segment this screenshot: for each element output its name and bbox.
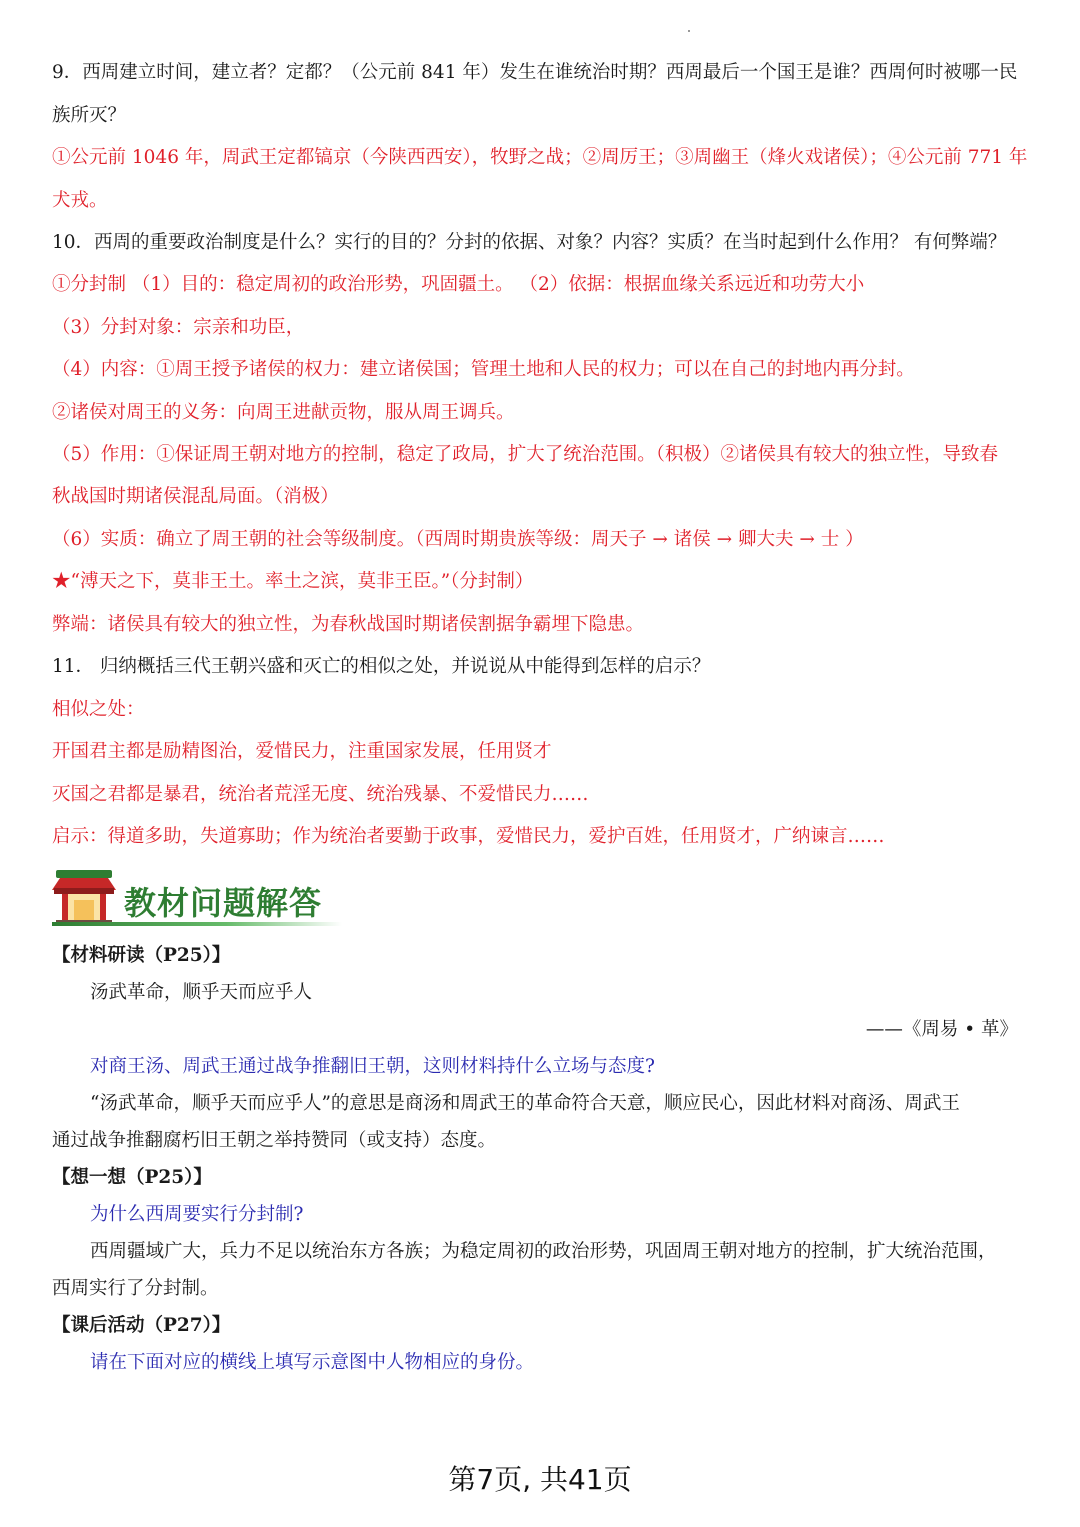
page-number: 第7页, 共41页 [448, 1463, 632, 1496]
pavilion-icon [52, 868, 116, 926]
q11-answer-4: 启示：得道多助，失道寡助；作为统治者要勤于政事，爱惜民力，爱护百姓，任用贤才，广纳谏言…… [52, 826, 885, 847]
q10-answer-4: ②诸侯对周王的义务：向周王进献贡物，服从周王调兵。 [52, 402, 515, 423]
section-banner [52, 868, 342, 928]
think-question: 为什么西周要实行分封制? [90, 1204, 304, 1225]
activity-heading: 【课后活动（P27）】 [52, 1315, 231, 1336]
activity-question: 请在下面对应的横线上填写示意图中人物相应的身份。 [90, 1352, 535, 1373]
material-source: ——《周易 • 革》 [865, 1019, 1018, 1040]
think-heading: 【想一想（P25）】 [52, 1167, 212, 1188]
material-question: 对商王汤、周武王通过战争推翻旧王朝，这则材料持什么立场与态度? [90, 1056, 655, 1077]
q11-answer-3: 灭国之君都是暴君，统治者荒淫无度、统治残暴、不爱惜民力…… [52, 784, 589, 805]
material-answer-line1: “汤武革命，顺乎天而应乎人”的意思是商汤和周武王的革命符合天意，顺应民心，因此材料对商汤、周武王 [90, 1093, 960, 1114]
q9-question-line2: 族所灭？ [52, 105, 127, 126]
think-answer-line1: 西周疆域广大，兵力不足以统治东方各族；为稳定周初的政治形势，巩固周王朝对地方的控制，扩大统治范围， [90, 1241, 997, 1262]
think-answer-line2: 西周实行了分封制。 [52, 1278, 219, 1299]
material-answer-line2: 通过战争推翻腐朽旧王朝之举持赞同（或支持）态度。 [52, 1130, 497, 1151]
q9-answer-line1: ①公元前 1046 年，周武王定都镐京（今陕西西安），牧野之战；②周厉王；③周幽王（烽火戏诸侯）；④公元前 771 年 [52, 147, 1028, 168]
q10-answer-3: （4）内容：①周王授予诸侯的权力：建立诸侯国；管理土地和人民的权力；可以在自己的封地内再分封。 [52, 359, 915, 380]
q9-question-line1: 9．西周建立时间，建立者？定都？（公元前 841 年）发生在谁统治时期？西周最后一个国王是谁？西周何时被哪一民 [52, 62, 1018, 83]
q10-answer-9: 弊端：诸侯具有较大的独立性，为春秋战国时期诸侯割据争霸埋下隐患。 [52, 614, 645, 635]
q11-answer-1: 相似之处： [52, 699, 145, 720]
q11-answer-2: 开国君主都是励精图治，爱惜民力，注重国家发展，任用贤才 [52, 741, 552, 762]
material-quote: 汤武革命，顺乎天而应乎人 [90, 982, 313, 1003]
scan-speck [688, 30, 690, 32]
q10-answer-2: （3）分封对象：宗亲和功臣， [52, 317, 305, 338]
q10-answer-1: ①分封制 （1）目的：稳定周初的政治形势，巩固疆土。 （2）依据：根据血缘关系远近和功劳大小 [52, 274, 865, 295]
material-reading-heading: 【材料研读（P25）】 [52, 945, 231, 966]
q10-answer-8: ★“溥天之下，莫非王土。率土之滨，莫非王臣。”（分封制） [52, 571, 534, 592]
banner-title: 教材问题解答 [124, 884, 323, 922]
q10-answer-7: （6）实质：确立了周王朝的社会等级制度。（西周时期贵族等级：周天子 → 诸侯 → 卿大夫 → 士 ） [52, 529, 864, 550]
q9-answer-line2: 犬戎。 [52, 190, 108, 211]
q10-question: 10．西周的重要政治制度是什么？实行的目的？分封的依据、对象？内容？实质？在当时起到什么作用？ 有何弊端？ [52, 232, 1007, 253]
q10-answer-6: 秋战国时期诸侯混乱局面。（消极） [52, 486, 339, 507]
q10-answer-5: （5）作用：①保证周王朝对地方的控制，稳定了政局，扩大了统治范围。（积极）②诸侯具有较大的独立性，导致春 [52, 444, 999, 465]
q11-question: 11． 归纳概括三代王朝兴盛和灭亡的相似之处，并说说从中能得到怎样的启示？ [52, 656, 711, 677]
banner-underline [52, 922, 342, 926]
